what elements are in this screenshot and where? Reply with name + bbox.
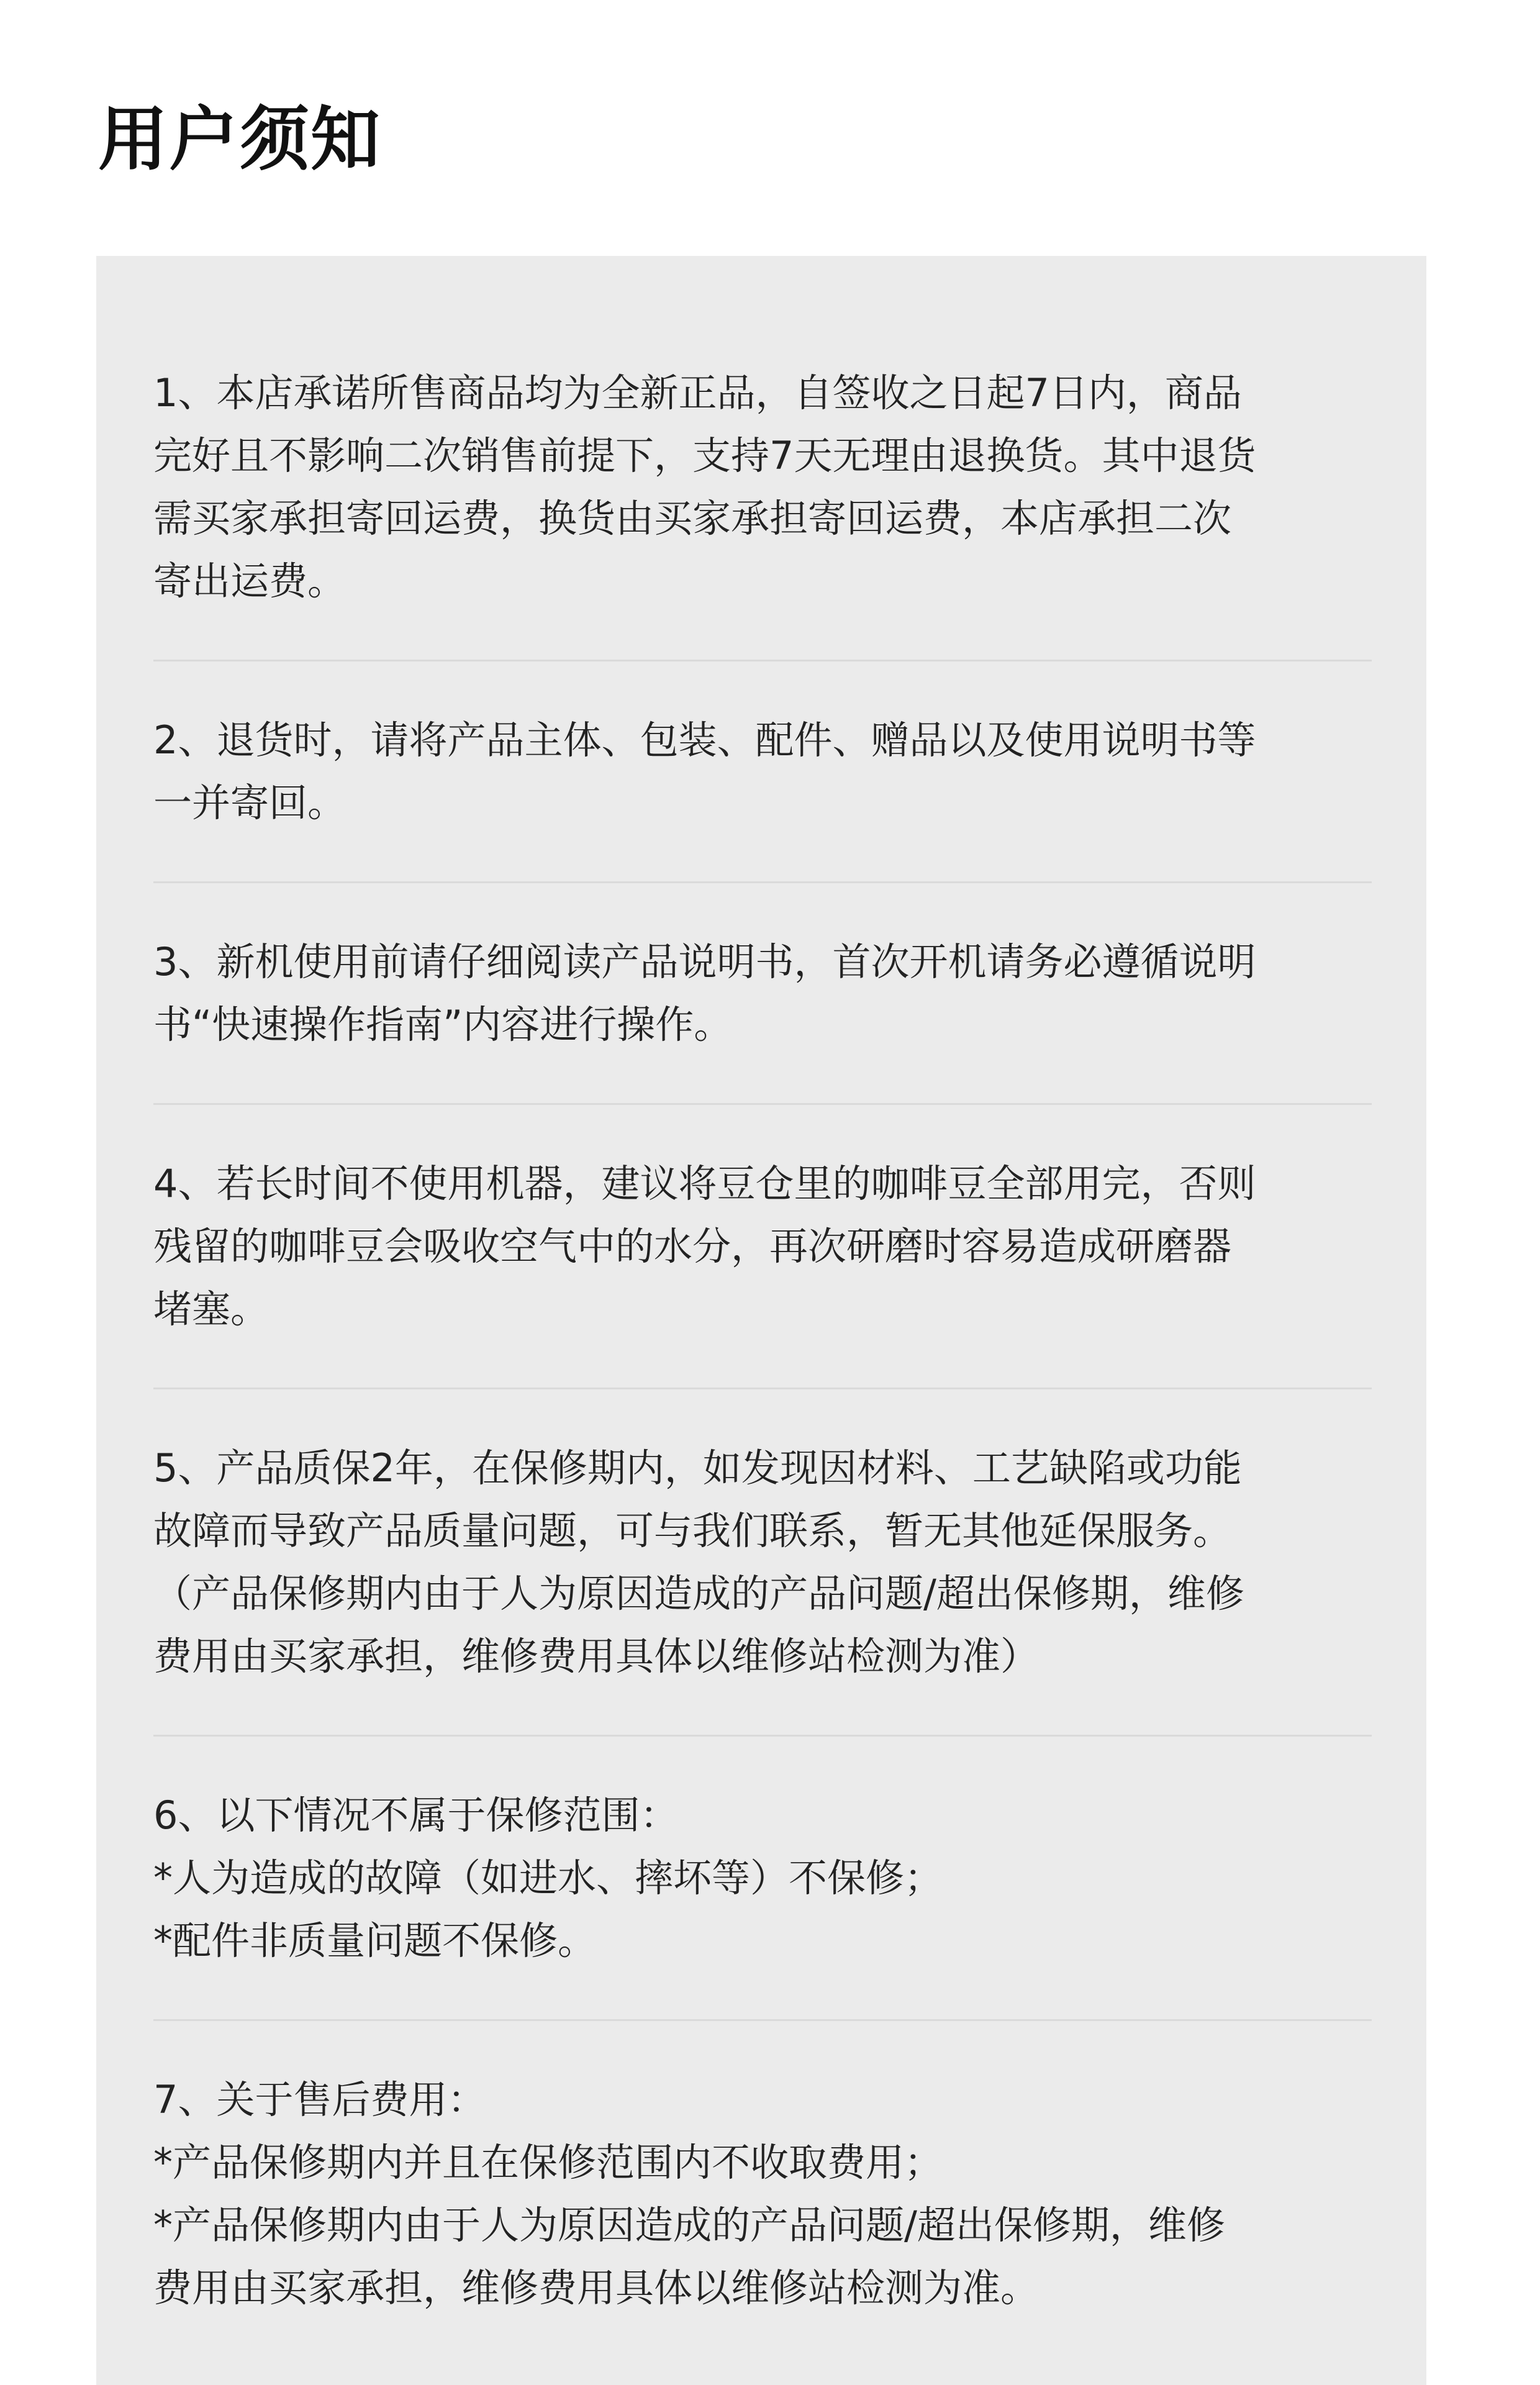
notice-line: 费用由买家承担，维修费用具体以维修站检测为准。 [153,2265,1040,2310]
notice-line: 7、关于售后费用： [153,2077,486,2122]
notice-line: 残留的咖啡豆会吸收空气中的水分，再次研磨时容易造成研磨器 [153,1224,1232,1269]
notice-line: 书“快速操作指南”内容进行操作。 [153,1002,733,1047]
notice-line: 堵塞。 [153,1286,270,1332]
notice-line: *产品保修期内由于人为原因造成的产品问题/超出保修期，维修 [153,2202,1225,2248]
notice-line: 需买家承担寄回运费，换货由买家承担寄回运费，本店承担二次 [153,496,1232,541]
notice-line: （产品保修期内由于人为原因造成的产品问题/超出保修期，维修 [153,1571,1244,1616]
notice-item-1 [153,361,1372,661]
notice-line: 3、新机使用前请仔细阅读产品说明书，首次开机请务必遵循说明 [153,939,1256,984]
notice-line: *配件非质量问题不保修。 [153,1918,597,1963]
notice-line: 2、退货时，请将产品主体、包装、配件、赠品以及使用说明书等 [153,717,1256,763]
notice-line: 4、若长时间不使用机器，建议将豆仓里的咖啡豆全部用完，否则 [153,1161,1256,1206]
notice-line: 5、产品质保2年，在保修期内，如发现因材料、工艺缺陷或功能 [153,1445,1242,1491]
notice-panel [96,256,1426,2385]
notice-item-2 [153,709,1372,883]
notice-line: 完好且不影响二次销售前提下，支持7天无理由退换货。其中退货 [153,433,1256,478]
notice-list [153,361,1372,2319]
notice-line: *产品保修期内并且在保修范围内不收取费用； [153,2140,943,2185]
notice-line: 故障而导致产品质量问题，可与我们联系，暂无其他延保服务。 [153,1508,1232,1553]
notice-line: 寄出运费。 [153,558,346,604]
page-title: 用户须知 [98,99,381,180]
notice-item-3 [153,930,1372,1105]
notice-line: 一并寄回。 [153,780,346,825]
notice-line: 1、本店承诺所售商品均为全新正品，自签收之日起7日内，商品 [153,370,1242,416]
notice-item-7 [153,2068,1372,2319]
notice-item-4 [153,1152,1372,1389]
notice-line: 费用由买家承担，维修费用具体以维修站检测为准） [153,1633,1040,1679]
notice-item-5 [153,1437,1372,1737]
notice-item-6 [153,1784,1372,2021]
notice-line: 6、以下情况不属于保修范围： [153,1792,679,1838]
notice-line: *人为造成的故障（如进水、摔坏等）不保修； [153,1855,943,1901]
